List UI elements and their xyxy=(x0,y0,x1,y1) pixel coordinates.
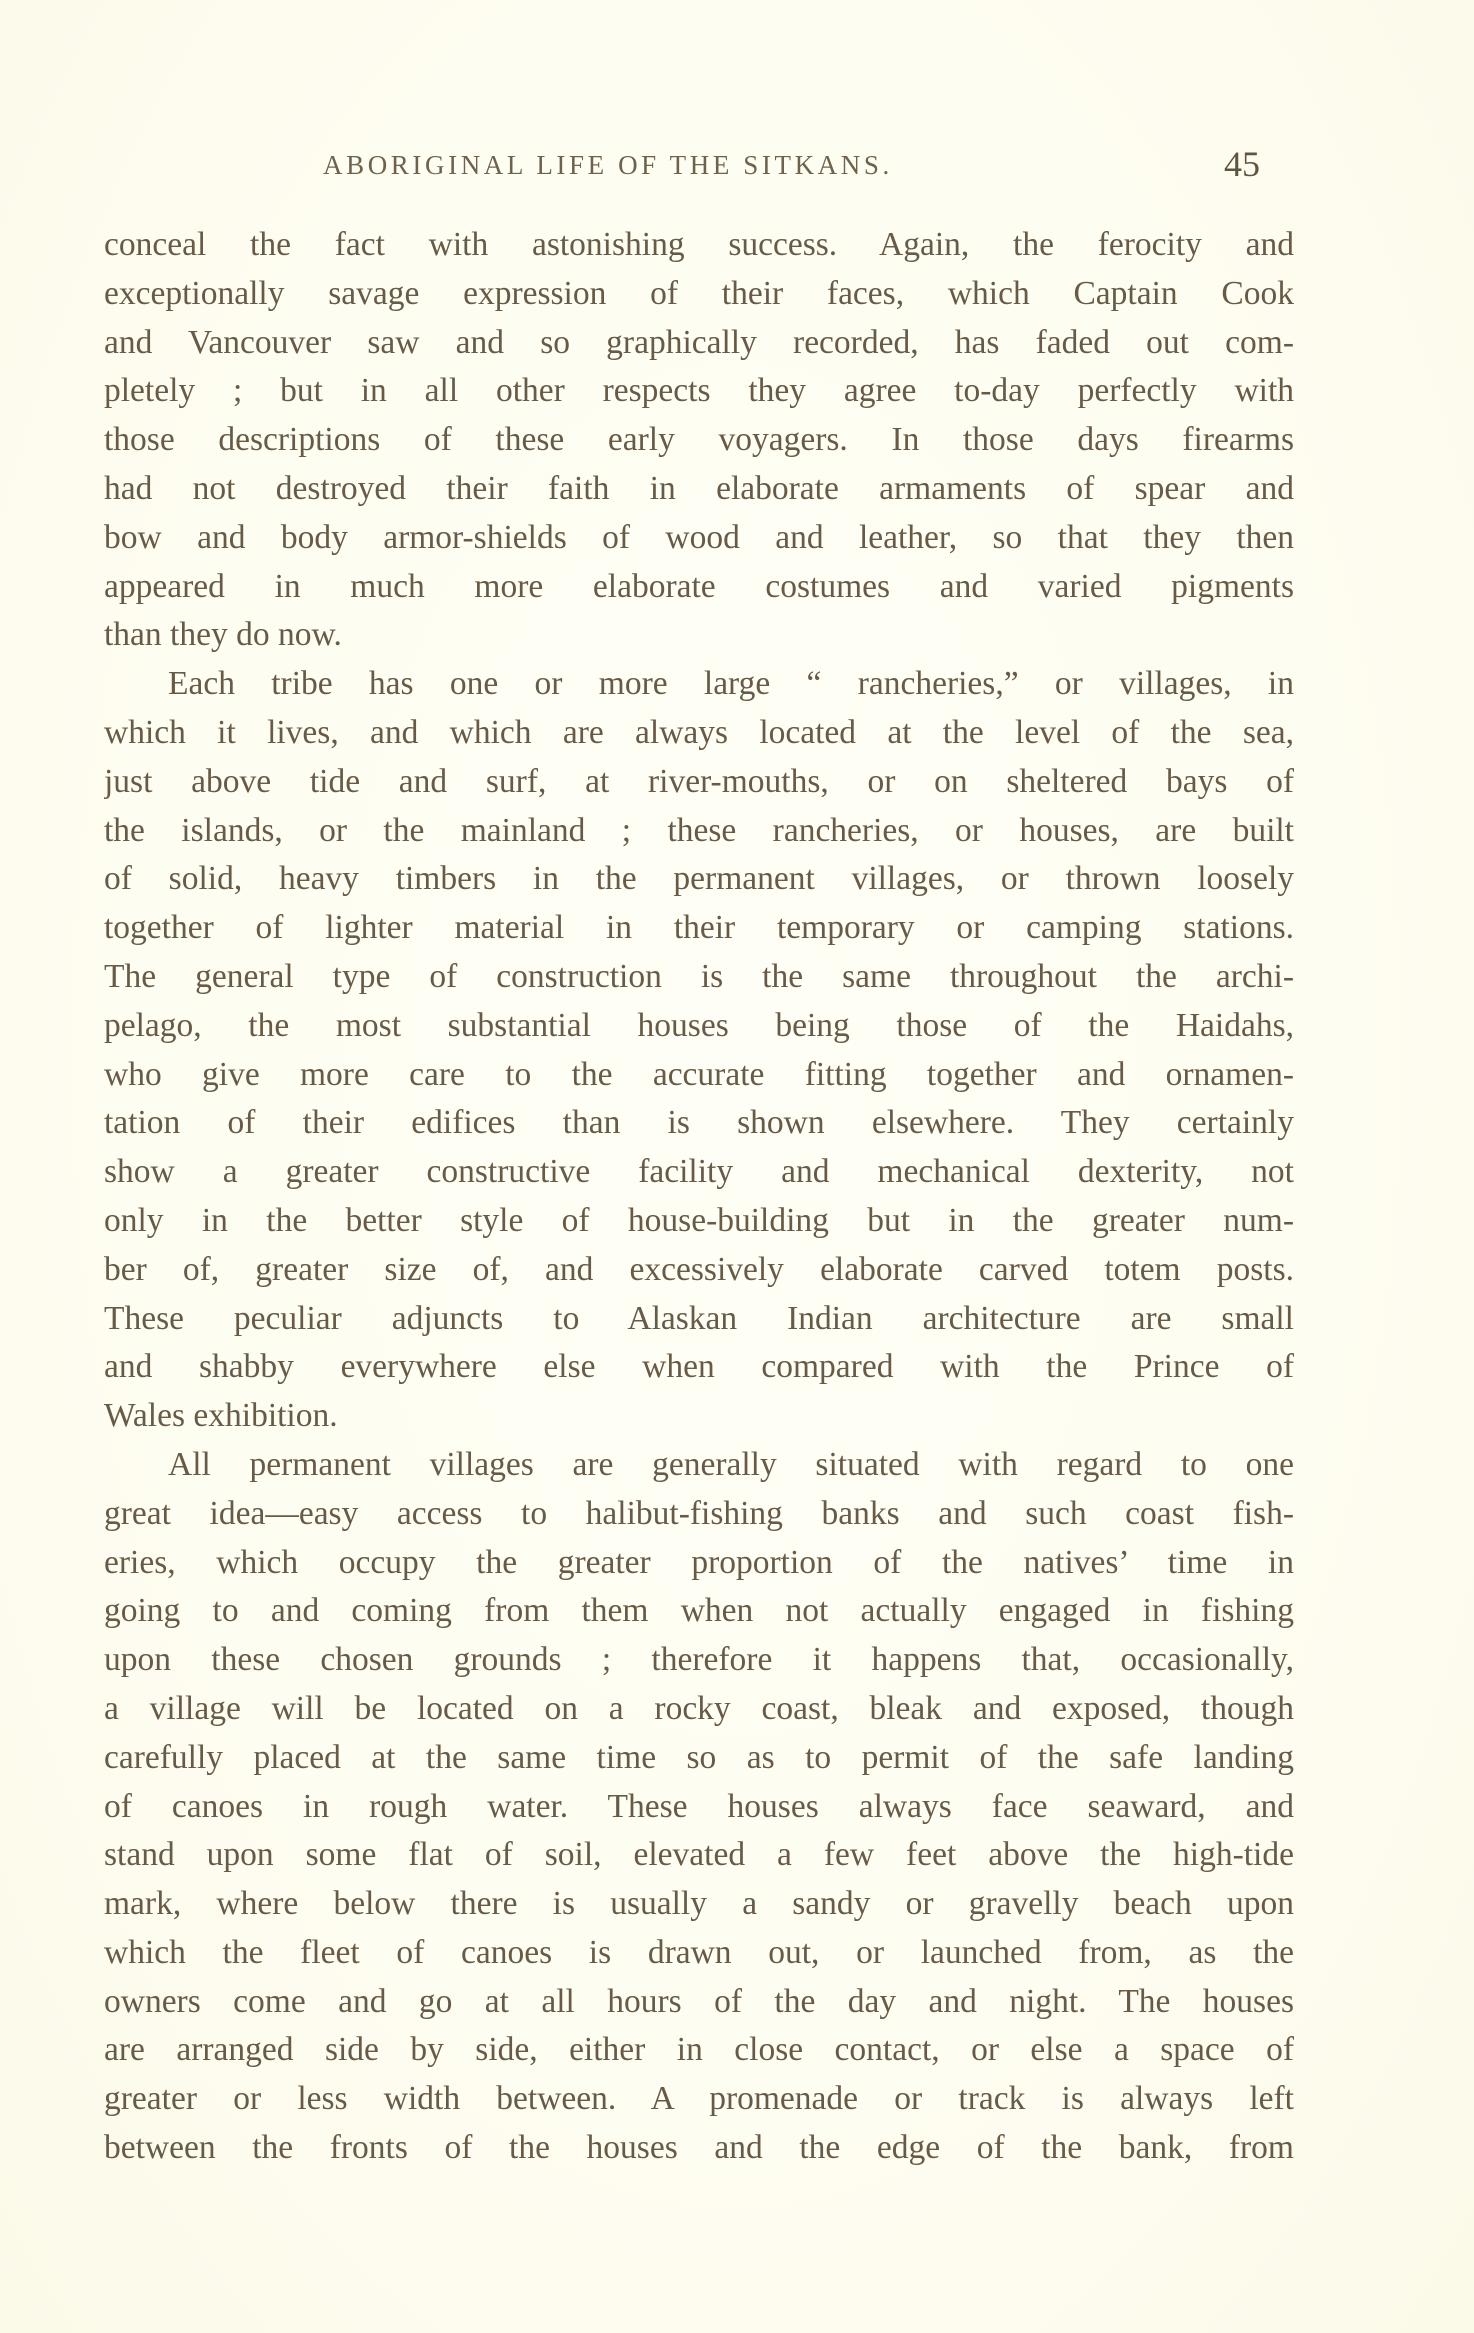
text-line: who give more care to the accurate fitting together and ornamen- xyxy=(104,1055,1294,1093)
text-line: pletely ; but in all other respects they agree to-day perfectly with xyxy=(104,372,1294,410)
text-line: which it lives, and which are always located at the level of the sea, xyxy=(104,713,1294,751)
text-line: a village will be located on a rocky coast, bleak and exposed, though xyxy=(104,1689,1294,1727)
text-line: those descriptions of these early voyagers. In those days firearms xyxy=(104,421,1294,459)
paragraph xyxy=(104,660,1294,1441)
text-line: together of lighter material in their temporary or camping stations. xyxy=(104,909,1294,947)
text-line: Each tribe has one or more large “ rancheries,” or villages, in xyxy=(168,665,1294,703)
text-line: upon these chosen grounds ; therefore it happens that, occasionally, xyxy=(104,1641,1294,1679)
text-line: had not destroyed their faith in elaborate armaments of spear and xyxy=(104,469,1294,507)
paragraph xyxy=(104,1441,1294,2173)
text-line: which the fleet of canoes is drawn out, or launched from, as the xyxy=(104,1933,1294,1971)
text-line: the islands, or the mainland ; these rancheries, or houses, are built xyxy=(104,811,1294,849)
text-line: and Vancouver saw and so graphically recorded, has faded out com- xyxy=(104,323,1294,361)
text-line: tation of their edifices than is shown elsewhere. They certainly xyxy=(104,1104,1294,1142)
text-line: The general type of construction is the same throughout the archi- xyxy=(104,957,1294,995)
paragraph xyxy=(104,221,1294,660)
text-line: carefully placed at the same time so as to permit of the safe landing xyxy=(104,1738,1294,1776)
text-line: going to and coming from them when not actually engaged in fishing xyxy=(104,1592,1294,1630)
text-line: than they do now. xyxy=(104,616,342,654)
text-line: are arranged side by side, either in close contact, or else a space of xyxy=(104,2031,1294,2069)
text-line: ber of, greater size of, and excessively elaborate carved totem posts. xyxy=(104,1250,1294,1288)
text-line: just above tide and surf, at river-mouths, or on sheltered bays of xyxy=(104,762,1294,800)
running-head-title: ABORIGINAL LIFE OF THE SITKANS. xyxy=(323,150,893,180)
text-line: show a greater constructive facility and mechanical dexterity, not xyxy=(104,1153,1294,1191)
text-line: owners come and go at all hours of the day and night. The houses xyxy=(104,1982,1294,2020)
text-line: of canoes in rough water. These houses always face seaward, and xyxy=(104,1787,1294,1825)
text-line: stand upon some flat of soil, elevated a few feet above the high-tide xyxy=(104,1836,1294,1874)
text-line: conceal the fact with astonishing success. Again, the ferocity and xyxy=(104,226,1294,263)
text-line: between the fronts of the houses and the edge of the bank, from xyxy=(104,2129,1294,2167)
body-text xyxy=(104,221,1294,2173)
text-line: Wales exhibition. xyxy=(104,1397,338,1435)
text-line: exceptionally savage expression of their faces, which Captain Cook xyxy=(104,274,1294,312)
text-line: pelago, the most substantial houses being those of the Haidahs, xyxy=(104,1006,1294,1044)
text-line: eries, which occupy the greater proportion of the natives’ time in xyxy=(104,1543,1294,1581)
text-line: All permanent villages are generally situated with regard to one xyxy=(168,1445,1294,1483)
text-line: only in the better style of house-building but in the greater num- xyxy=(104,1201,1294,1239)
text-line: mark, where below there is usually a sandy or gravelly beach upon xyxy=(104,1885,1294,1923)
text-line: appeared in much more elaborate costumes and varied pigments xyxy=(104,567,1294,605)
text-line: greater or less width between. A promenade or track is always left xyxy=(104,2080,1294,2118)
text-line: and shabby everywhere else when compared with the Prince of xyxy=(104,1348,1294,1386)
page-number: 45 xyxy=(1224,144,1260,184)
text-line: bow and body armor-shields of wood and leather, so that they then xyxy=(104,518,1294,556)
text-line: great idea—easy access to halibut-fishing banks and such coast fish- xyxy=(104,1494,1294,1532)
text-line: These peculiar adjuncts to Alaskan Indian architecture are small xyxy=(104,1299,1294,1337)
text-line: of solid, heavy timbers in the permanent villages, or thrown loosely xyxy=(104,860,1294,898)
